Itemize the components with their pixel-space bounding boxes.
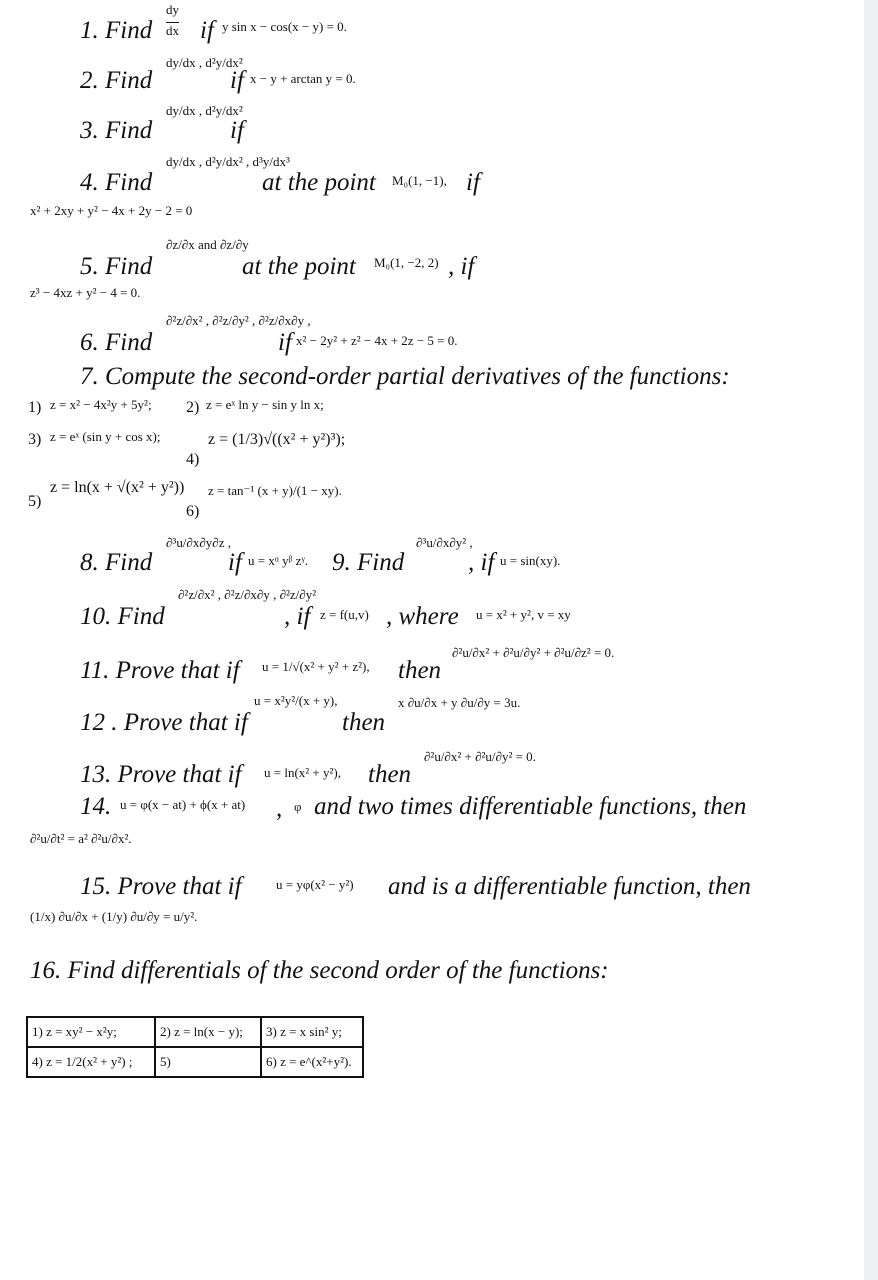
problem-5-point: M₀(1, −2, 2) xyxy=(374,255,439,270)
problem-11-equation: u = 1/√(x² + y² + z²), xyxy=(262,659,370,674)
problem-2-derivatives: dy/dx , d²y/dx² xyxy=(166,55,243,70)
problem-15-result: (1/x) ∂u/∂x + (1/y) ∂u/∂y = u/y². xyxy=(30,909,198,924)
problem-5-equation: z³ − 4xz + y² − 4 = 0. xyxy=(30,285,141,300)
problem-13-result: ∂²u/∂x² + ∂²u/∂y² = 0. xyxy=(424,749,536,764)
problem-10-if: , if xyxy=(284,603,311,630)
problem-2-label: 2. Find xyxy=(80,67,153,94)
problem-6-if: if xyxy=(278,329,292,356)
problem-8-equation: u = xᵅ yᵝ zᵞ. xyxy=(248,553,309,568)
problem-4-derivatives: dy/dx , d²y/dx² , d³y/dx³ xyxy=(166,154,290,169)
p7-item3-label: 3) xyxy=(28,431,42,448)
p7-item2: z = eˣ ln y − sin y ln x; xyxy=(206,397,324,412)
problem-11-label: 11. Prove that if xyxy=(80,657,240,684)
table16-cell: 1) z = xy² − x²y; xyxy=(27,1017,155,1047)
p7-item5-label: 5) xyxy=(28,493,42,510)
problem-4-equation: x² + 2xy + y² − 4x + 2y − 2 = 0 xyxy=(30,203,193,218)
problem-4-if: if xyxy=(466,169,480,196)
problem-10-equation: z = f(u,v) xyxy=(320,607,369,622)
problem-1-deriv-num: dy xyxy=(166,2,179,17)
problem-14-equation: u = φ(x − at) + ϕ(x + at) xyxy=(120,797,246,812)
problem-11-result: ∂²u/∂x² + ∂²u/∂y² + ∂²u/∂z² = 0. xyxy=(452,645,615,660)
problem-9-equation: u = sin(xy). xyxy=(500,553,561,568)
p7-item4: z = (1/3)√((x² + y²)³); xyxy=(208,431,346,448)
problem-3-label: 3. Find xyxy=(80,117,153,144)
problem-1-label: 1. Find xyxy=(80,17,153,44)
table16-cell: 3) z = x sin² y; xyxy=(261,1017,363,1047)
problem-9-label: 9. Find xyxy=(332,549,405,576)
problem-1-equation: y sin x − cos(x − y) = 0. xyxy=(222,19,347,34)
problem-8-if: if xyxy=(228,549,242,576)
p7-item5: z = ln(x + √(x² + y²)) xyxy=(50,479,185,496)
problem-14-result: ∂²u/∂t² = a² ∂²u/∂x². xyxy=(30,831,132,846)
problem-15-label: 15. Prove that if xyxy=(80,873,242,900)
problem-13-then: then xyxy=(368,761,412,788)
problem-2-equation: x − y + arctan y = 0. xyxy=(250,71,356,86)
problem-3-derivatives: dy/dx , d²y/dx² xyxy=(166,103,243,118)
problem-2-if: if xyxy=(230,67,244,94)
problem-5-if: , if xyxy=(448,253,475,280)
problem-5-at-the-point: at the point xyxy=(242,253,356,280)
table16-cell: 2) z = ln(x − y); xyxy=(155,1017,261,1047)
problem-9-if: , if xyxy=(468,549,495,576)
problem-11-then: then xyxy=(398,657,442,684)
problem-12-label: 12 . Prove that if xyxy=(80,709,248,736)
problem-14-label: 14. xyxy=(80,793,112,820)
p7-item6-label: 6) xyxy=(186,503,200,520)
problem-1-deriv-den: dx xyxy=(166,23,179,38)
p7-item2-label: 2) xyxy=(186,399,200,416)
right-scroll-margin xyxy=(864,0,878,1280)
p7-item4-label: 4) xyxy=(186,451,200,468)
problem-10-label: 10. Find xyxy=(80,603,165,630)
problem-13-equation: u = ln(x² + y²), xyxy=(264,765,341,780)
problem-15-text: and is a differentiable function, then xyxy=(388,873,751,900)
problem-4-at-the-point: at the point xyxy=(262,169,376,196)
problem-14-phi: φ xyxy=(294,799,302,814)
problem-8-label: 8. Find xyxy=(80,549,153,576)
p7-item6: z = tan⁻¹ (x + y)/(1 − xy). xyxy=(208,483,342,498)
problem-9-derivative: ∂³u/∂x∂y² , xyxy=(416,535,473,550)
problem-6-equation: x² − 2y² + z² − 4x + 2z − 5 = 0. xyxy=(296,333,458,348)
problem-6-label: 6. Find xyxy=(80,329,153,356)
table16-cell: 4) z = 1/2(x² + y²) ; xyxy=(27,1047,155,1077)
problem-15-equation: u = yφ(x² − y²) xyxy=(276,877,354,892)
problem-7-title: 7. Compute the second-order partial derivatives of the functions: xyxy=(80,363,730,390)
problem-6-derivatives: ∂²z/∂x² , ∂²z/∂y² , ∂²z/∂x∂y , xyxy=(166,313,311,328)
problem-10-derivatives: ∂²z/∂x² , ∂²z/∂x∂y , ∂²z/∂y² xyxy=(178,587,317,602)
problem-12-equation: u = x²y²/(x + y), xyxy=(254,693,338,708)
problem-4-label: 4. Find xyxy=(80,169,153,196)
problem-4-point: M₀(1, −1), xyxy=(392,173,447,188)
problem-14-comma: , xyxy=(276,795,283,822)
table16-cell: 5) xyxy=(155,1047,261,1077)
problem-10-equation-2: u = x² + y², v = xy xyxy=(476,607,571,622)
problem-14-text: and two times differentiable functions, then xyxy=(314,793,747,820)
problem-16-title: 16. Find differentials of the second order of the functions: xyxy=(30,957,609,984)
problem-12-then: then xyxy=(342,709,386,736)
p7-item1-label: 1) xyxy=(28,399,42,416)
problem-3-if: if xyxy=(230,117,244,144)
table16-cell: 6) z = e^(x²+y²). xyxy=(261,1047,363,1077)
problem-16-table xyxy=(26,1016,364,1078)
problem-5-label: 5. Find xyxy=(80,253,153,280)
problem-8-derivative: ∂³u/∂x∂y∂z , xyxy=(166,535,231,550)
p7-item1: z = x² − 4x²y + 5y²; xyxy=(50,397,152,412)
p7-item3: z = eˣ (sin y + cos x); xyxy=(50,429,161,444)
problem-13-label: 13. Prove that if xyxy=(80,761,242,788)
problem-5-derivatives: ∂z/∂x and ∂z/∂y xyxy=(166,237,249,252)
problem-12-result: x ∂u/∂x + y ∂u/∂y = 3u. xyxy=(398,695,521,710)
problem-1-if: if xyxy=(200,17,214,44)
problem-10-where: , where xyxy=(386,603,459,630)
